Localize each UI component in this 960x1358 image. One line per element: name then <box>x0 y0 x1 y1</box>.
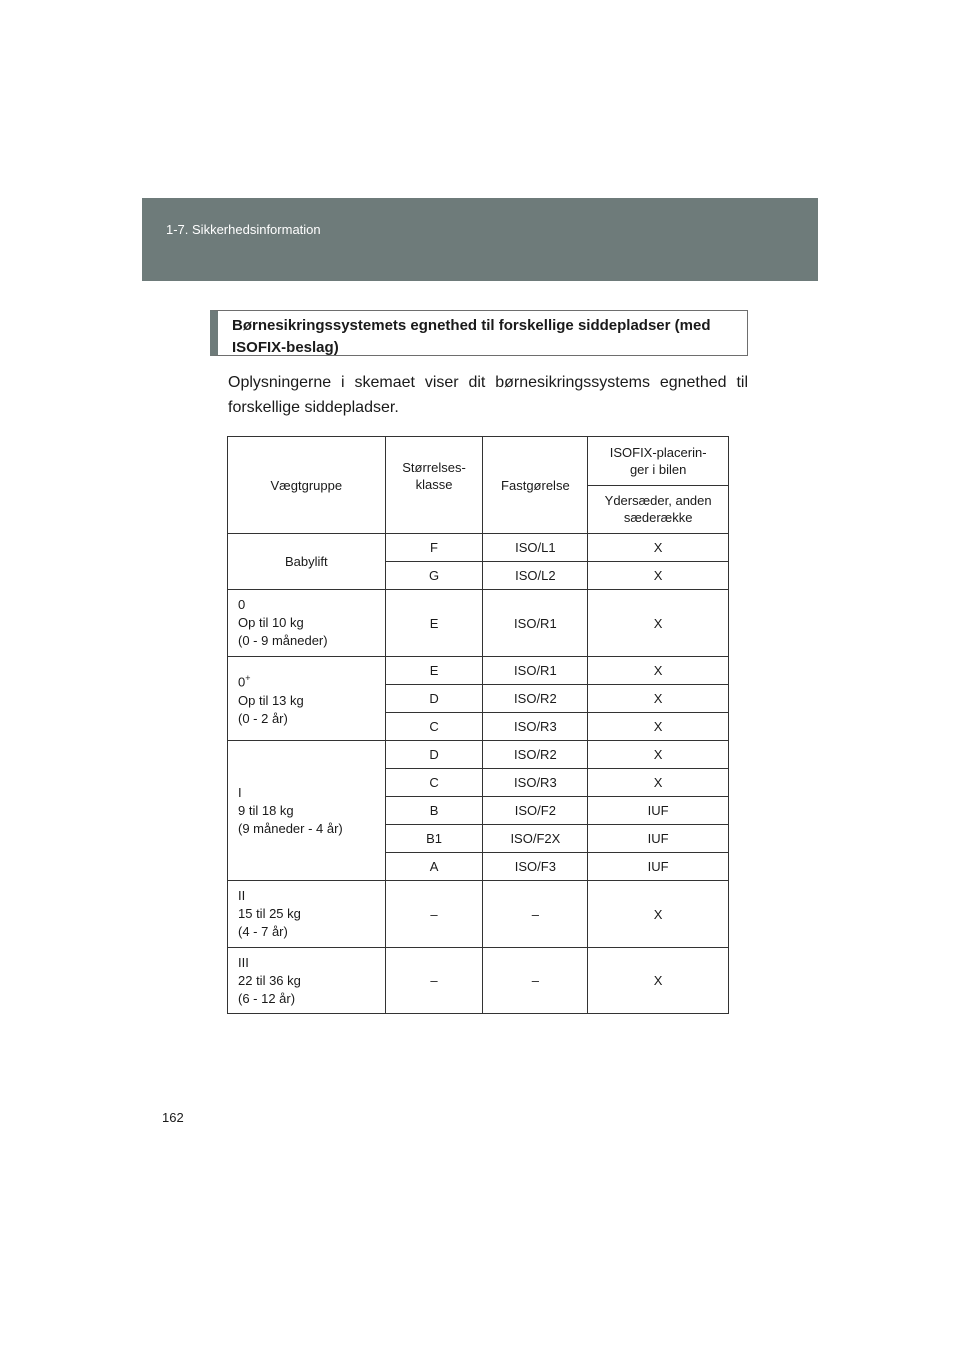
suitability-cell: X <box>588 713 729 741</box>
table-row <box>228 590 729 657</box>
header-weight-group: Vægtgruppe <box>228 437 386 534</box>
suitability-cell: X <box>588 657 729 685</box>
size-class-cell: A <box>385 853 483 881</box>
fixture-cell: ISO/R1 <box>483 657 588 685</box>
weight-group-detail: Op til 13 kg (0 - 2 år) <box>238 692 304 726</box>
weight-group-sup: + <box>245 673 251 684</box>
header-isofix-positions: ISOFIX-placerin- ger i bilen <box>588 437 729 486</box>
size-class-cell: C <box>385 769 483 797</box>
table-row <box>228 881 729 948</box>
table-row <box>228 948 729 1014</box>
size-class-cell: – <box>385 881 483 948</box>
header-outer-seats: Ydersæder, anden sæderække <box>588 485 729 534</box>
suitability-cell: X <box>588 590 729 657</box>
suitability-cell: X <box>588 562 729 590</box>
fixture-cell: ISO/R2 <box>483 685 588 713</box>
fixture-cell: ISO/F3 <box>483 853 588 881</box>
table-row <box>228 657 729 685</box>
intro-paragraph: Oplysningerne i skemaet viser dit børnesikringssystems egnethed til forskellige siddepladser. <box>228 374 748 416</box>
suitability-cell: IUF <box>588 825 729 853</box>
suitability-cell: X <box>588 534 729 562</box>
fixture-cell: – <box>483 881 588 948</box>
suitability-cell: X <box>588 881 729 948</box>
section-heading: Børnesikringssystemets egnethed til forskellige siddepladser (med ISOFIX-beslag) <box>232 317 711 356</box>
size-class-cell: E <box>385 657 483 685</box>
weight-group-cell: I 9 til 18 kg (9 måneder - 4 år) <box>228 741 386 881</box>
size-class-cell: G <box>385 562 483 590</box>
section-header-band <box>142 198 818 281</box>
suitability-cell: X <box>588 685 729 713</box>
fixture-cell: ISO/R3 <box>483 769 588 797</box>
isofix-suitability-table <box>227 436 729 1014</box>
header-fixture: Fastgørelse <box>483 437 588 534</box>
size-class-cell: D <box>385 685 483 713</box>
section-label: 1-7. Sikkerhedsinformation <box>166 222 321 237</box>
weight-group-label: 0 <box>238 674 246 690</box>
fixture-cell: ISO/L2 <box>483 562 588 590</box>
weight-group-cell: 0 Op til 10 kg (0 - 9 måneder) <box>228 590 386 657</box>
suitability-cell: X <box>588 769 729 797</box>
table-row <box>228 741 729 769</box>
weight-group-cell: III 22 til 36 kg (6 - 12 år) <box>228 948 386 1014</box>
fixture-cell: ISO/R1 <box>483 590 588 657</box>
suitability-cell: IUF <box>588 797 729 825</box>
size-class-cell: D <box>385 741 483 769</box>
fixture-cell: – <box>483 948 588 1014</box>
weight-group-cell: Babylift <box>228 534 386 590</box>
size-class-cell: B <box>385 797 483 825</box>
table-row <box>228 534 729 562</box>
suitability-cell: IUF <box>588 853 729 881</box>
weight-group-cell <box>228 657 386 741</box>
suitability-cell: X <box>588 948 729 1014</box>
fixture-cell: ISO/L1 <box>483 534 588 562</box>
fixture-cell: ISO/F2 <box>483 797 588 825</box>
size-class-cell: F <box>385 534 483 562</box>
size-class-cell: C <box>385 713 483 741</box>
fixture-cell: ISO/F2X <box>483 825 588 853</box>
size-class-cell: B1 <box>385 825 483 853</box>
weight-group-cell: II 15 til 25 kg (4 - 7 år) <box>228 881 386 948</box>
header-size-class: Størrelses- klasse <box>385 437 483 534</box>
size-class-cell: E <box>385 590 483 657</box>
fixture-cell: ISO/R2 <box>483 741 588 769</box>
suitability-cell: X <box>588 741 729 769</box>
size-class-cell: – <box>385 948 483 1014</box>
fixture-cell: ISO/R3 <box>483 713 588 741</box>
page-number: 162 <box>162 1110 184 1125</box>
section-heading-box <box>210 310 748 356</box>
